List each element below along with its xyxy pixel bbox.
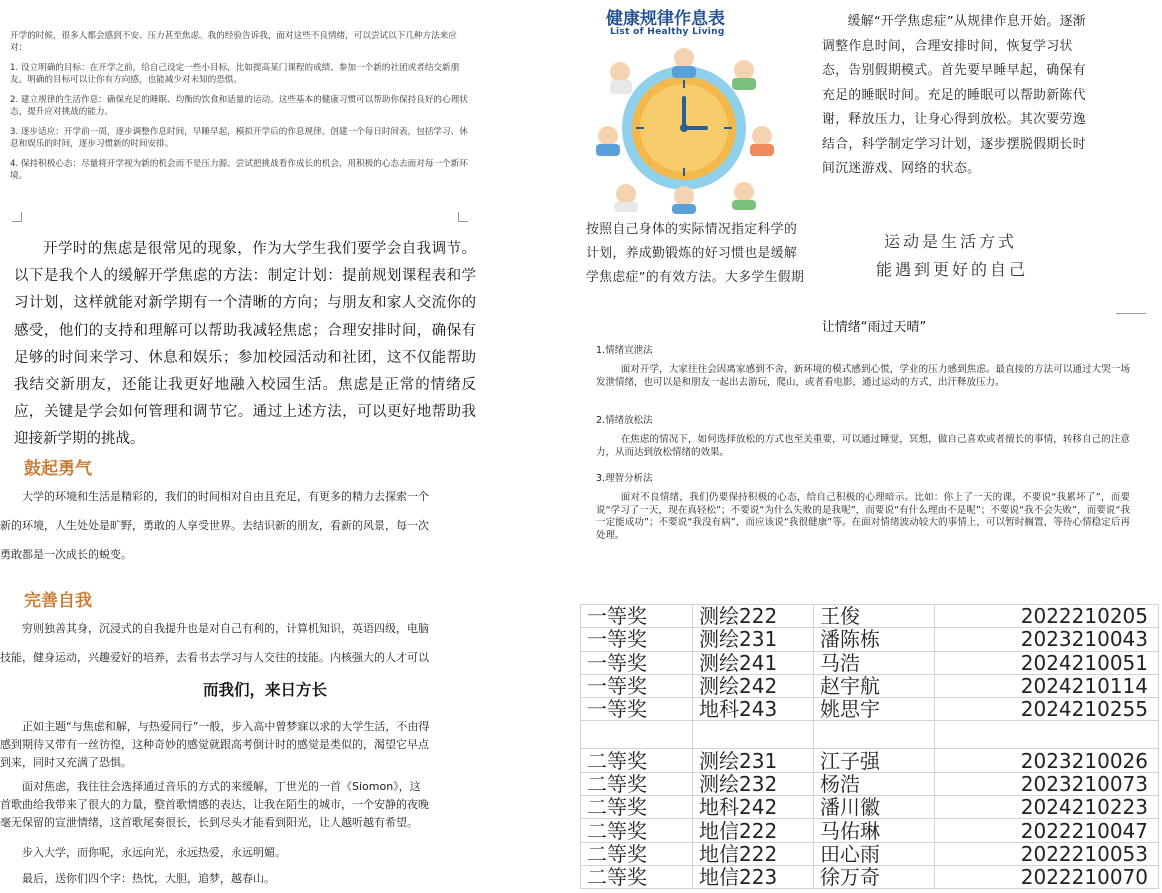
student-id-cell: 2023210026 xyxy=(935,749,1159,772)
tip-item-4: 4. 保持积极心态：尽量将开学视为新的机会而不是压力源。尝试把挑战看作成长的机会，用积极的心态去面对每一个新环境。 xyxy=(10,159,468,181)
award-level-cell: 一等奖 xyxy=(581,628,693,651)
student-name-cell: 江子强 xyxy=(814,749,935,772)
courage-line-2: 新的环境，人生处处是旷野，勇敢的人享受世界。去结识新的朋友，看新的风景，每一次 xyxy=(0,519,429,532)
student-id-cell xyxy=(935,721,1159,749)
student-id-cell: 2024210114 xyxy=(935,674,1159,697)
table-row xyxy=(581,651,1159,674)
class-cell: 测绘241 xyxy=(693,651,814,674)
award-level-cell: 一等奖 xyxy=(581,674,693,697)
award-level-cell: 二等奖 xyxy=(581,842,693,865)
table-row xyxy=(581,819,1159,842)
schedule-poster-panel xyxy=(586,0,1106,300)
essay-intro: 开学时的焦虑是很常见的现象，作为大学生我们要学会自我调节。以下是我个人的缓解开学焦虑的方法：制定计划：提前规划课程表和学习计划，这样就能对新学期有一个清晰的方向；与朋友和家人交流你的感受，他们的支持和理解可以帮助我减轻焦虑；合理安排时间，确保有足够的时间来学习、休息和娱乐；参加校园活动和社团，这不仅能帮助我结交新朋友，还能让我更好地融入校园生活。焦虑是正常的情绪反应，关键是学会如何管理和调节它。通过上述方法，可以更好地帮助我迎接新学期的挑战。 xyxy=(14,241,476,448)
student-name-cell: 潘陈栋 xyxy=(814,628,935,651)
table-row xyxy=(581,698,1159,721)
improve-line-1: 穷则独善其身，沉浸式的自我提升也是对自己有利的，计算机知识，英语四级，电脑 xyxy=(0,622,429,635)
award-level-cell: 二等奖 xyxy=(581,749,693,772)
table-row xyxy=(581,842,1159,865)
award-level-cell: 二等奖 xyxy=(581,796,693,819)
theme-line-1: 正如主题“与焦虑和解，与热爱同行”一般，步入高中曾梦寐以求的大学生活，不由得 xyxy=(0,720,430,733)
student-name-cell: 王俊 xyxy=(814,605,935,628)
method-paragraph-2: 在焦虑的情况下，如何选择放松的方式也至关重要，可以通过睡觉，冥想，做自己喜欢或者擅长的事情，转移自己的注意力，从而达到放松情绪的效果。 xyxy=(596,434,1130,458)
table-row xyxy=(581,772,1159,795)
table-row xyxy=(581,865,1159,888)
class-cell: 地科242 xyxy=(693,796,814,819)
award-level-cell xyxy=(581,721,693,749)
clock-illustration xyxy=(586,44,816,216)
tip-item-2: 2. 建立规律的生活作息：确保充足的睡眠、均衡的饮食和适量的运动。这些基本的健康习惯可以帮助你保持良好的心理状态，提升应对挑战的能力。 xyxy=(10,95,468,117)
student-name-cell: 徐万奇 xyxy=(814,865,935,888)
student-id-cell: 2022210205 xyxy=(935,605,1159,628)
student-id-cell: 2024210051 xyxy=(935,651,1159,674)
student-id-cell: 2022210053 xyxy=(935,842,1159,865)
award-level-cell: 二等奖 xyxy=(581,819,693,842)
method-label-2: 2.情绪放松法 xyxy=(596,415,653,426)
courage-paragraph xyxy=(0,482,528,569)
class-cell xyxy=(693,721,814,749)
section-title-future: 而我们，来日方长 xyxy=(202,681,327,699)
emotion-methods-panel xyxy=(586,304,1162,596)
improve-line-2: 技能，健身运动，兴趣爱好的培养，去看书去学习与人交往的技能。内核强大的人才可以 xyxy=(0,651,429,664)
class-cell: 地科243 xyxy=(693,698,814,721)
student-name-cell: 杨浩 xyxy=(814,772,935,795)
student-name-cell: 马浩 xyxy=(814,651,935,674)
award-level-cell: 二等奖 xyxy=(581,772,693,795)
essay-panel xyxy=(0,228,540,893)
table-row xyxy=(581,749,1159,772)
table-row xyxy=(581,605,1159,628)
student-name-cell: 潘川徽 xyxy=(814,796,935,819)
music-paragraph xyxy=(0,778,528,832)
student-name-cell: 马佑琳 xyxy=(814,819,935,842)
student-id-cell: 2022210047 xyxy=(935,819,1159,842)
corner-line xyxy=(1116,313,1146,314)
heading-self-improvement: 完善自我 xyxy=(24,591,92,611)
student-id-cell: 2024210223 xyxy=(935,796,1159,819)
slogan-line-2: 能遇到更好的自己 xyxy=(876,260,1029,279)
heading-courage: 鼓起勇气 xyxy=(24,459,92,479)
poster-bottom-line-2: 计划，养成勤锻炼的好习惯也是缓解 xyxy=(586,246,798,261)
emotion-title: 让情绪“雨过天晴” xyxy=(821,320,927,335)
student-name-cell: 赵宇航 xyxy=(814,674,935,697)
corner-mark-right xyxy=(458,212,468,222)
closing-line-2: 最后，送你们四个字：热忱，大胆，追梦，越春山。 xyxy=(0,872,275,885)
award-level-cell: 二等奖 xyxy=(581,865,693,888)
tip-item-3: 3. 逐步适应：开学前一周，逐步调整作息时间，早睡早起，模拟开学后的作息规律。创建一个每日时间表，包括学习、休息和娱乐的时间，逐步习惯新的时间安排。 xyxy=(10,127,468,149)
corner-mark-left xyxy=(12,212,22,222)
class-cell: 测绘242 xyxy=(693,674,814,697)
method-paragraph-3: 面对不良情绪，我们仍要保持积极的心态，给自己积极的心理暗示。比如：你上了一天的课，不要说“我累坏了”，而要说“学习了一天，现在真轻松”；不要说“为什么失败的是我呢”，而要说“有什么理由不是呢”；不要说“我不会失败”，而要说“我一定能成功”；不要说“我没有病”，而应该说“我很健康”等。在面对情绪波动较大的事情上，可以暂时搁置，等待心情稳定后再处理。 xyxy=(596,492,1130,541)
table-row xyxy=(581,721,1159,749)
theme-paragraph xyxy=(0,718,528,772)
student-name-cell: 田心雨 xyxy=(814,842,935,865)
award-table xyxy=(580,604,1159,889)
student-id-cell: 2024210255 xyxy=(935,698,1159,721)
theme-line-2: 感到期待又带有一丝彷徨，这种奇妙的感觉就跟高考倒计时的感觉是类似的，渴望它早点 xyxy=(0,738,429,751)
class-cell: 测绘222 xyxy=(693,605,814,628)
poster-bottom-text xyxy=(586,218,840,290)
tips-list-panel xyxy=(0,0,478,222)
tips-intro: 开学的时候，很多人都会感到不安、压力甚至焦虑。我的经验告诉我，面对这些不良情绪，可以尝试以下几种方法来应对： xyxy=(10,31,457,53)
poster-bottom-line-1: 按照自己身体的实际情况指定科学的 xyxy=(586,222,798,237)
class-cell: 测绘231 xyxy=(693,749,814,772)
method-paragraph-1: 面对开学，大家往往会因离家感到不舍，新环境的模式感到心慌，学业的压力感到焦虑。最直接的方法可以通过大哭一场发泄情绪，也可以是和朋友一起出去游玩，爬山，或者看电影，通过运动的方式，出汗释放压力。 xyxy=(596,364,1130,388)
music-line-3: 毫无保留的宣泄情绪，这首歌尾奏很长，长到尽头才能看到阳光，让人越听越有希望。 xyxy=(0,816,418,829)
student-id-cell: 2022210070 xyxy=(935,865,1159,888)
class-cell: 测绘232 xyxy=(693,772,814,795)
student-id-cell: 2023210043 xyxy=(935,628,1159,651)
table-row xyxy=(581,674,1159,697)
courage-line-3: 勇敢都是一次成长的蜕变。 xyxy=(0,548,132,561)
student-id-cell: 2023210073 xyxy=(935,772,1159,795)
student-name-cell xyxy=(814,721,935,749)
poster-slogan xyxy=(876,228,1076,284)
method-label-1: 1.情绪宣泄法 xyxy=(596,345,653,356)
award-table-panel xyxy=(580,604,1162,893)
music-line-1: 面对焦虑，我往往会选择通过音乐的方式的来缓解，丁世光的一首《Siomon》，这 xyxy=(0,780,421,793)
self-improvement-paragraph xyxy=(0,614,528,672)
closing-line-1: 步入大学，而你呢，永远向光，永远热爱，永远明媚。 xyxy=(0,846,286,859)
award-level-cell: 一等奖 xyxy=(581,651,693,674)
student-name-cell: 姚思宇 xyxy=(814,698,935,721)
poster-subtitle: List of Healthy Living xyxy=(610,27,725,37)
courage-line-1: 大学的环境和生活是精彩的，我们的时间相对自由且充足，有更多的精力去探索一个 xyxy=(0,490,429,503)
poster-bottom-line-3: 学焦虑症”的有效方法。大多学生假期 xyxy=(586,270,805,285)
music-line-2: 首歌曲给我带来了很大的力量，整首歌情感的表达，让我在陌生的城市，一个安静的夜晚 xyxy=(0,798,429,811)
poster-title: 健康规律作息表 xyxy=(606,9,725,29)
method-label-3: 3.理智分析法 xyxy=(596,473,653,484)
class-cell: 地信222 xyxy=(693,819,814,842)
theme-line-3: 到来，同时又充满了恐惧。 xyxy=(0,756,132,769)
table-row xyxy=(581,628,1159,651)
class-cell: 地信222 xyxy=(693,842,814,865)
poster-description: 缓解“开学焦虑症”从规律作息开始。逐渐调整作息时间，合理安排时间，恢复学习状态，告别假期模式。首先要早睡早起，确保有充足的睡眠时间。充足的睡眠可以帮助新陈代谢，释放压力，让身心得到放松。其次要劳逸结合，科学制定学习计划，逐步摆脱假期长时间沉迷游戏、网络的状态。 xyxy=(822,14,1086,176)
class-cell: 测绘231 xyxy=(693,628,814,651)
table-row xyxy=(581,796,1159,819)
slogan-line-1: 运动是生活方式 xyxy=(884,232,1018,251)
award-level-cell: 一等奖 xyxy=(581,605,693,628)
award-level-cell: 一等奖 xyxy=(581,698,693,721)
class-cell: 地信223 xyxy=(693,865,814,888)
tip-item-1: 1. 设立明确的目标：在开学之前，给自己设定一些小目标，比如提高某门课程的成绩、参加一个新的社团或者结交新朋友。明确的目标可以让你有方向感，也能减少对未知的恐惧。 xyxy=(10,63,460,85)
